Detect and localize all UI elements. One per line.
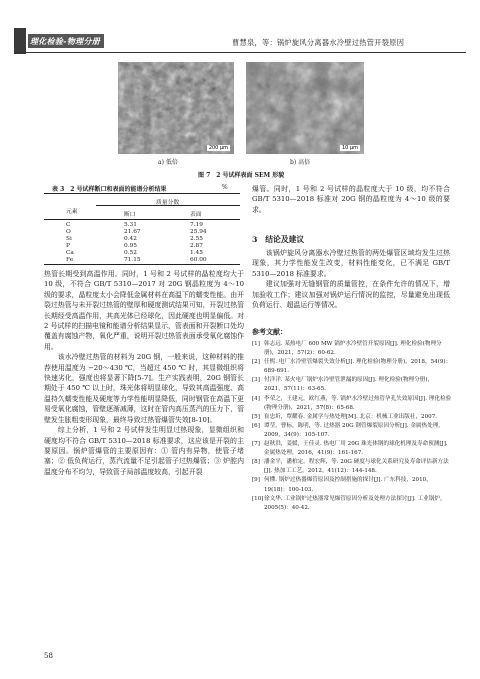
table-cell-element: Ca: [66, 250, 74, 256]
table-group-rule: [96, 205, 240, 206]
table-header-group: 质量分数: [156, 200, 180, 206]
table-cell-surface: 2.55: [190, 236, 203, 242]
table-cell-element: P: [66, 243, 70, 249]
reference-item: [9] 何懂. 锅炉过热器爆管原因及控制措施的探讨[J]. 广东科技，2010，19(18)：100-103.: [252, 477, 432, 493]
paragraph: 建议加强对无缝钢管的质量管控，在条件允许的情况下，增加验收工作；建议加强对锅炉运行情况的监控，尽量避免出现低负荷运行、超温运行等情况。: [252, 280, 450, 310]
table-cell-element: C: [66, 222, 71, 228]
running-title: 曹慧泉，等：锅炉旋风分离器水冷壁过热管开裂原因: [232, 38, 405, 47]
table-top-rule: [44, 193, 240, 194]
table-cell-element: Fe: [66, 257, 74, 263]
references-heading: 参考文献：: [252, 327, 287, 336]
table-header-col1: 断口: [124, 212, 136, 218]
reference-item: [5] 崔忠圻，覃耀春. 金属学与热处理[M]. 北京：机械工业出版社，2007.: [252, 413, 438, 420]
table-header-rule: [44, 219, 240, 220]
reference-list: [252, 340, 452, 513]
figure-caption: 图 7 2 号试样表面 SEM 形貌: [198, 172, 285, 179]
reference-item: [7] 赵秋洪，姜媛，王佳灵. 热电厂用 20G 珠光体钢的球化机理及寿命预测[J]. 金属热处理，2016，41(9)：161-167.: [252, 441, 448, 457]
header-rule: [14, 52, 466, 53]
reference-item: [4] 李荣之，王建元，欧红燕，等. 锅炉水冷壁过热管孕孔失效原因[J]. 理化检验(物理分册)，2021，57(8)：65-68.: [252, 395, 452, 411]
table-header-element: 元素: [66, 209, 78, 215]
section-heading: 3 结论及建议: [252, 235, 305, 244]
reference-item: [2] 任熙. 电厂水冷壁管爆裂失效分析[J]. 理化检验(物理分册)，2018，54(9)：689-691.: [252, 359, 452, 375]
reference-item: [10] 徐文华. 工业锅炉过热器常见爆管原因分析及处理方法探讨[J]. 工业锅炉，2005(5)：40-42.: [252, 495, 446, 511]
table-cell-surface: 2.87: [190, 243, 203, 249]
table-cell-surface: 7.19: [190, 222, 203, 228]
table-header-col2: 表面: [190, 212, 202, 218]
right-column-continuation: [252, 184, 450, 215]
table-cell-fracture: 5.31: [124, 222, 137, 228]
table-cell-fracture: 0.42: [124, 236, 137, 242]
reference-item: [6] 谭莹，曹标，陈明，等. 过热器 20G 钢管爆裂原因分析[J]. 金属热处理，2009，34(9)：105-107.: [252, 422, 444, 438]
scale-bar-b: 10 μm: [341, 145, 358, 151]
reference-item: [8] 潘金平，潘柏定，程宏辉，等. 20G 硬度与球化关系研究及寿命评估新方法[J]. 热加工工艺，2012，41(12)：144-148.: [252, 459, 449, 475]
table-cell-surface: 1.45: [190, 250, 203, 256]
table-bottom-rule: [44, 264, 240, 265]
table-cell-fracture: 21.67: [124, 229, 141, 235]
subfigure-caption-b: b) 高倍: [290, 159, 311, 166]
table-cell-fracture: 0.52: [124, 250, 137, 256]
scale-bar-a: 200 μm: [208, 145, 228, 151]
paragraph: 该水冷壁过热管的材料为 20G 钢，一般来说，这种材料的推荐使用温度为 −20～430 ℃，当超过 450 ℃ 时，其显微组织将快速劣化，强度也将显著下降[5-7]。生产实践表明，20G 钢管长期处于 450 ℃ 以上时，珠光体将明显球化，导致其高温强度、高温持久蠕变性能及硬度等力学性能明显降低，同时钢管在高温下更易受氧化腐蚀，管壁逐渐减薄，这时在管内高压蒸汽的压力下，管壁发生胀粗变形现象，最终导致过热管爆管失效[8-10]。: [44, 353, 244, 424]
paragraph: 爆管。同时，1 号和 2 号试样的晶粒度大于 10 级，均不符合 GB/T 5310—2018 标准对 20G 钢的晶粒度为 4～10 级的要求。: [252, 185, 450, 214]
reference-item: [1] 韩志远. 某热电厂 600 MW 锅炉水冷壁管开裂原因[J]. 理化检验(物理分册)，2021，57(2)：60-62.: [252, 341, 442, 357]
page-number: 58: [44, 652, 53, 660]
table-cell-surface: 25.94: [190, 229, 207, 235]
subfigure-caption-a: a) 低倍: [158, 159, 178, 166]
conclusion-text: [252, 248, 450, 310]
table-unit: %: [222, 184, 228, 191]
paragraph: 热管长期受到高温作用。同时，1 号和 2 号试样的晶粒度均大于 10 级，不符合 GB/T 5310—2017 对 20G 钢晶粒度为 4～10 级的要求，晶粒度太小会降低金属材料在高温下的蠕变性能。由开裂过热管与未开裂过热管的壁厚和硬度测试结果可知，开裂过热管长期经受高温作用，其高光体已经球化，因此硬度也明显偏低。对 2 号试样的扫描电镜和能谱分析结果显示，管表面和开裂断口处均覆盖有腐蚀产物，氧化严重，说明开裂过热管表面承受氧化腐蚀作用。: [44, 270, 244, 351]
table-cell-fracture: 71.15: [124, 257, 141, 263]
paragraph: 综上分析，1 号和 2 号试样发生明显过热现象，显微组织和硬度均不符合 GB/T 5310—2018 标准要求，这应该是开裂的主要原因。锅炉管爆管的主要原因有：① 管内有异物，使管子堵塞；② 低负荷运行，蒸汽流量不足引起管子过热爆管；③ 炉腔内温度分布不均匀，导致管子局部温度较高，引起开裂: [44, 426, 244, 476]
table-cell-element: O: [66, 229, 71, 235]
journal-logo-mark: [14, 28, 26, 54]
reference-item: [3] 付洋洋. 某火电厂锅炉水冷壁管泄漏的原因[J]. 理化检验(物理分册)，2021，57(11)：63-65.: [252, 377, 434, 393]
paragraph: 该锅炉旋风分离器水冷壁过热管的两处爆管区域均发生过热现象，其力学性能发生改变，材料性能变化，已不满足 GB/T 5310—2018 标准要求。: [252, 249, 450, 278]
table-caption: 表 3 2 号试样断口和表面的能谱分析结果: [52, 186, 167, 193]
left-column-text: [44, 269, 244, 477]
sem-image-high-magnification: [246, 62, 364, 154]
sem-image-low-magnification: [118, 62, 234, 154]
table-cell-surface: 60.00: [190, 257, 207, 263]
table-cell-element: Si: [66, 236, 72, 242]
table-cell-fracture: 0.95: [124, 243, 137, 249]
journal-name: 理化检验-物理分册: [30, 37, 101, 46]
